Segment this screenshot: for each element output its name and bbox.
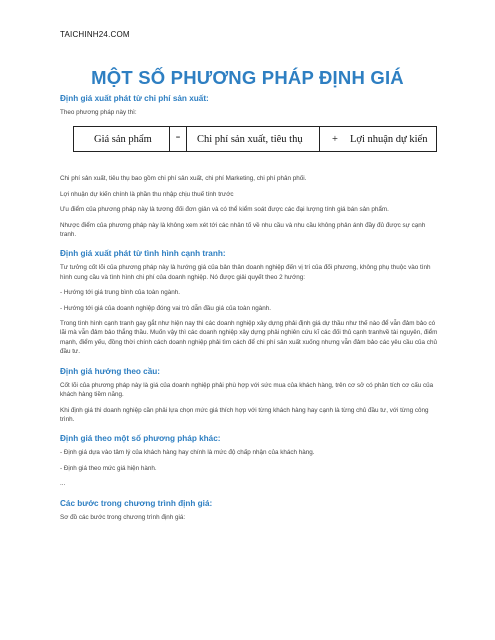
formula-equals-cell: = [170, 127, 187, 151]
paragraph: - Định giá theo mức giá hiện hành. [60, 464, 157, 472]
paragraph: Khi định giá thì doanh nghiệp cần phải lựa chọn mức giá thích hợp với từng khách hàng hay cạnh là từng chủ đầu tư, với từng công trình. [60, 406, 429, 423]
paragraph: Tư tưởng cốt lõi của phương pháp này là hướng giá của bản thân doanh nghiệp đến vị trí của đối phương, không phụ thuộc vào tình hình cung cầu và tình hình chi phí của doanh nghiệp. Nó được giải quyết theo 2 hướng: [60, 264, 431, 281]
paragraph: Sơ đồ các bước trong chương trình định giá: [60, 513, 186, 521]
paragraph: - Hướng tới giá của doanh nghiệp đóng vai trò dẫn đầu giá của toàn ngành. [60, 304, 271, 312]
section-heading-other: Định giá theo một số phương pháp khác: [60, 434, 221, 444]
paragraph: Lợi nhuận dự kiến chính là phần thu nhập chịu thuế tính trước [60, 190, 234, 198]
paragraph: Cốt lõi của phương pháp này là giá của doanh nghiệp phải phù hợp với sức mua của khách hàng, trên cơ sở có phân tích cơ cấu của khách hàng tiềm năng. [60, 381, 434, 399]
site-name: TAICHINH24.COM [60, 30, 130, 39]
paragraph: - Hướng tới giá trung bình của toàn ngành. [60, 289, 180, 297]
page-title: MỘT SỐ PHƯƠNG PHÁP ĐỊNH GIÁ [91, 67, 404, 88]
paragraph: Theo phương pháp này thì: [60, 109, 137, 116]
paragraph: ... [60, 480, 66, 488]
paragraph: Trong tình hình cạnh tranh gay gắt như hiện nay thì các doanh nghiệp xây dựng phải định giá dự thầu như thế nào để vẫn đảm bảo có lãi mà vẫn đảm bảo thắng thầu. Muốn vậy thì các doanh nghiệp xây dựng phải nghiên cứu kĩ các đối thủ cạnh tranhvề tài nguyên, điểm mạnh, điểm yếu, đồng thời chính cách doanh nghiệp phải tìm cách để chi phí sản xuất xuống nhưng vẫn đảm bảo các yêu cầu của chủ đầu tư. [60, 320, 438, 356]
price-formula-table [73, 126, 437, 152]
formula-price-cell: Giá sản phẩm [74, 127, 170, 151]
formula-plus-cell: + [332, 134, 338, 146]
document-body [60, 94, 440, 528]
paragraph: Chi phí sản xuất, tiêu thụ bao gồm chi phí sản xuất, chi phí Marketing, chi phí phân phối. [60, 175, 307, 183]
section-heading-cost: Định giá xuất phát từ chi phí sản xuất: [60, 94, 209, 103]
paragraph: Ưu điểm của phương pháp này là tương đối đơn giản và có thể kiểm soát được các đại lượng tính giá bán sản phẩm. [60, 206, 389, 214]
paragraph: - Định giá dựa vào tâm lý của khách hàng hay chính là mức độ chấp nhận của khách hàng. [60, 449, 315, 457]
section-heading-steps: Các bước trong chương trình định giá: [60, 498, 213, 508]
section-heading-competition: Định giá xuất phát từ tình hình cạnh tranh: [60, 249, 226, 259]
formula-profit-cell: Lợi nhuận dự kiến [350, 134, 428, 146]
section-heading-demand: Định giá hướng theo cầu: [60, 366, 160, 376]
formula-cost-cell: Chi phí sản xuất, tiêu thụ [187, 127, 320, 151]
paragraph: Nhược điểm của phương pháp này là không xem xét tới các nhân tố về nhu cầu và nhu cầu không phản ánh đầy đủ được sự cạnh tranh. [60, 221, 426, 239]
